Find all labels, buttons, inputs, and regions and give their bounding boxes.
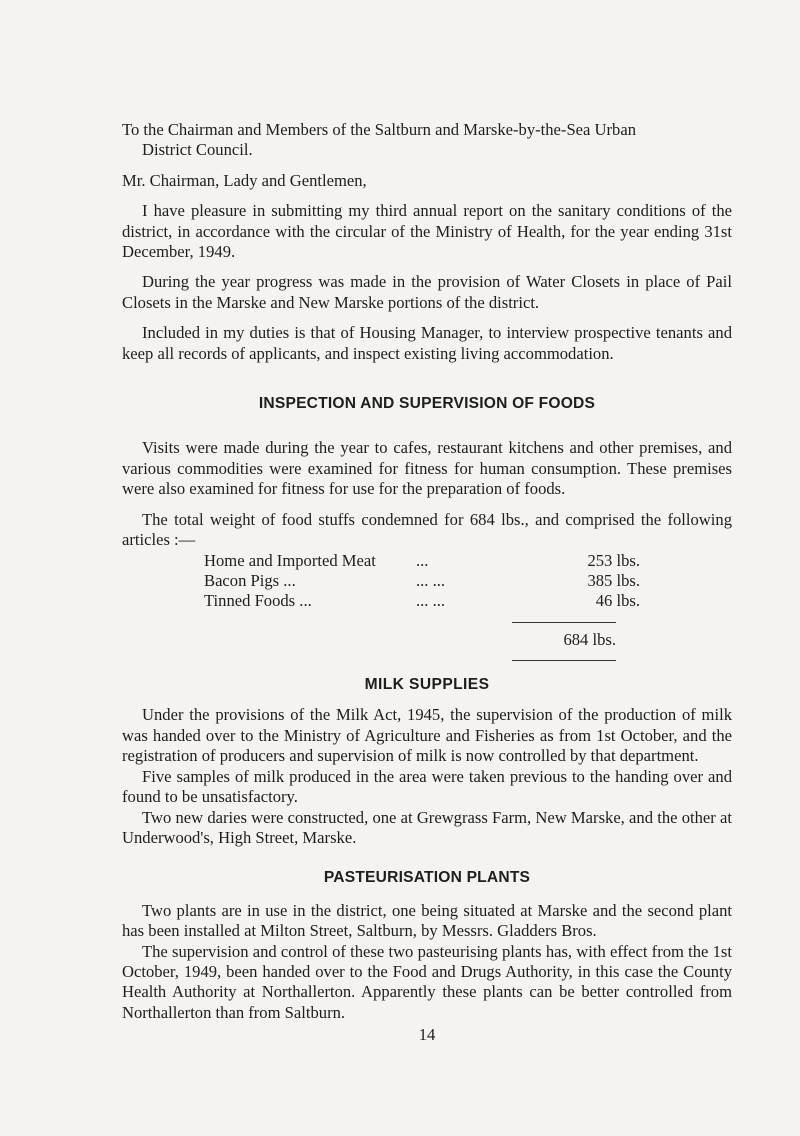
section-heading-milk: MILK SUPPLIES xyxy=(364,676,490,694)
item-quantity: 385 lbs. xyxy=(587,570,640,590)
intro-paragraph: During the year progress was made in the provision of Water Closets in place of Pail Closets in the Marske and New Marske portions of the district. xyxy=(122,272,732,312)
pasteurisation-paragraph: Two plants are in use in the district, one being situated at Marske and the second plant has been installed at Milton Street, Saltburn, by Messrs. Gladders Bros. xyxy=(122,900,732,941)
pasteurisation-paragraph: The supervision and control of these two pasteurising plants has, with effect from the 1st October, 1949, been handed over to the Food and Drugs Authority, in this case the County Health Authority at Northallerton. Apparently these plants can be better controlled from Northallerton than from Saltburn. xyxy=(122,941,732,1022)
intro-paragraph: I have pleasure in submitting my third annual report on the sanitary conditions of the district, in accordance with the circular of the Ministry of Health, for the year ending 31st December, 1949. xyxy=(122,201,732,262)
foods-paragraph: Visits were made during the year to cafes, restaurant kitchens and other premises, and various commodities were examined for fitness for human consumption. These premises were also examined for fitness for use for the preparation of foods. xyxy=(122,438,732,499)
address-line: To the Chairman and Members of the Saltburn and Marske-by-the-Sea Urban xyxy=(122,120,637,139)
intro-paragraph: Included in my duties is that of Housing Manager, to interview prospective tenants and keep all records of applicants, and inspect existing living accommodation. xyxy=(122,323,732,363)
item-name: Home and Imported Meat xyxy=(204,550,376,570)
milk-paragraph: Two new daries were constructed, one at Grewgrass Farm, New Marske, and the other at Underwood's, High Street, Marske. xyxy=(122,807,732,847)
address-line: District Council. xyxy=(142,140,253,160)
list-item xyxy=(204,551,684,571)
item-name: Tinned Foods ... xyxy=(204,591,312,611)
item-leader: ... xyxy=(416,550,429,570)
page-number: 14 xyxy=(418,1025,436,1045)
section-heading-pasteurisation: PASTEURISATION PLANTS xyxy=(323,869,531,887)
foods-paragraph: The total weight of food stuffs condemned for 684 lbs., and comprised the following articles :— xyxy=(122,509,732,550)
salutation: Mr. Chairman, Lady and Gentlemen, xyxy=(122,170,367,190)
total-rule-bottom xyxy=(512,660,616,661)
item-leader: ... ... xyxy=(416,591,446,611)
item-quantity: 253 lbs. xyxy=(587,550,640,570)
item-leader: ... ... xyxy=(416,570,446,590)
list-item xyxy=(204,571,684,591)
total-weight: 684 lbs. xyxy=(563,629,616,649)
list-item xyxy=(204,591,684,611)
milk-paragraph: Under the provisions of the Milk Act, 1945, the supervision of the production of milk was handed over to the Ministry of Agriculture and Fisheries as from 1st October, and the registration of producers and supervision of milk is now controlled by that department. xyxy=(122,705,732,766)
item-quantity: 46 lbs. xyxy=(595,591,640,611)
section-heading-foods: INSPECTION AND SUPERVISION OF FOODS xyxy=(258,395,596,413)
item-name: Bacon Pigs ... xyxy=(204,570,296,590)
report-page xyxy=(122,120,732,1046)
milk-paragraph: Five samples of milk produced in the area were taken previous to the handing over and found to be unsatisfactory. xyxy=(122,766,732,807)
condemned-food-list xyxy=(204,551,684,612)
